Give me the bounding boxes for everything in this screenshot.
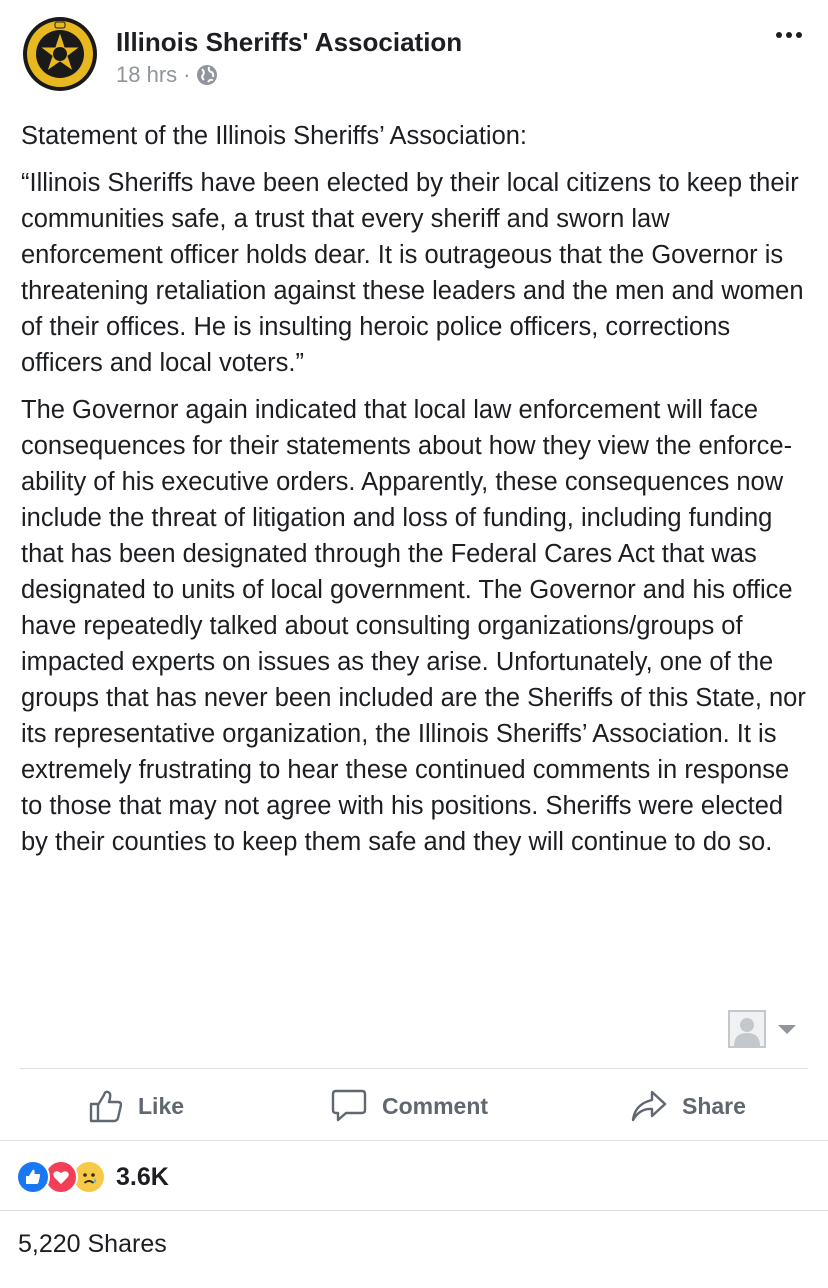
page-avatar[interactable] — [22, 16, 98, 92]
thumbs-up-icon — [88, 1088, 124, 1124]
globe-icon — [196, 64, 218, 86]
like-button[interactable] — [88, 1072, 184, 1140]
like-reaction-icon — [16, 1160, 50, 1194]
post-timestamp[interactable]: 18 hrs — [116, 62, 178, 87]
post-body — [21, 118, 811, 871]
more-options-icon[interactable] — [776, 32, 802, 38]
actions-bottom-divider — [0, 1140, 828, 1141]
post-meta — [116, 62, 218, 88]
share-arrow-icon — [630, 1088, 668, 1124]
reactions-divider — [0, 1210, 828, 1211]
profile-placeholder-icon — [728, 1010, 766, 1048]
reaction-count: 3.6K — [116, 1162, 169, 1191]
post-header — [0, 0, 828, 110]
share-label: Share — [682, 1092, 746, 1119]
reactions-summary[interactable] — [16, 1156, 169, 1198]
page-name-link[interactable]: Illinois Sheriffs' Association — [116, 27, 463, 57]
profile-selector[interactable] — [728, 1010, 796, 1048]
actions-top-divider — [20, 1068, 808, 1069]
shares-count-link[interactable]: 5,220 Shares — [18, 1230, 167, 1258]
like-label: Like — [138, 1092, 185, 1119]
meta-separator: · — [183, 62, 191, 87]
chevron-down-icon — [778, 1025, 796, 1034]
post-actions-bar — [0, 1072, 828, 1140]
post-paragraph: The Governor again indicated that local law enforcement will face consequences for their statements about how they view the enforce-ability of his executive orders. Apparently, these consequences now include the threat of litigation and loss of funding, including funding that has been designated through the Federal Cares Act that was designated to units of local government. The Governor and his office have repeatedly talked about consulting organizations/groups of impacted experts on issues as they arise. Unfortunately, one of the groups that has never been included are the Sheriffs of this State, nor its representative organization, the Illinois Sheriffs’ Association. It is extremely frustrating to hear these continued comments in response to those that may not agree with his positions. Sheriffs were elected by their counties to keep them safe and they will continue to do so. — [21, 396, 806, 856]
comment-button[interactable] — [330, 1072, 488, 1140]
comment-icon — [330, 1088, 368, 1124]
share-button[interactable] — [630, 1072, 746, 1140]
post-paragraph: “Illinois Sheriffs have been elected by their local citizens to keep their communities safe, a trust that every sheriff and sworn law enforcement officer holds dear. It is outrageous that the Governor is threatening retaliation against these leaders and the men and women of their offices. He is insulting heroic police officers, corrections officers and local voters.” — [21, 169, 804, 377]
comment-label: Comment — [382, 1092, 489, 1119]
post-paragraph: Statement of the Illinois Sheriffs’ Association: — [21, 122, 528, 150]
